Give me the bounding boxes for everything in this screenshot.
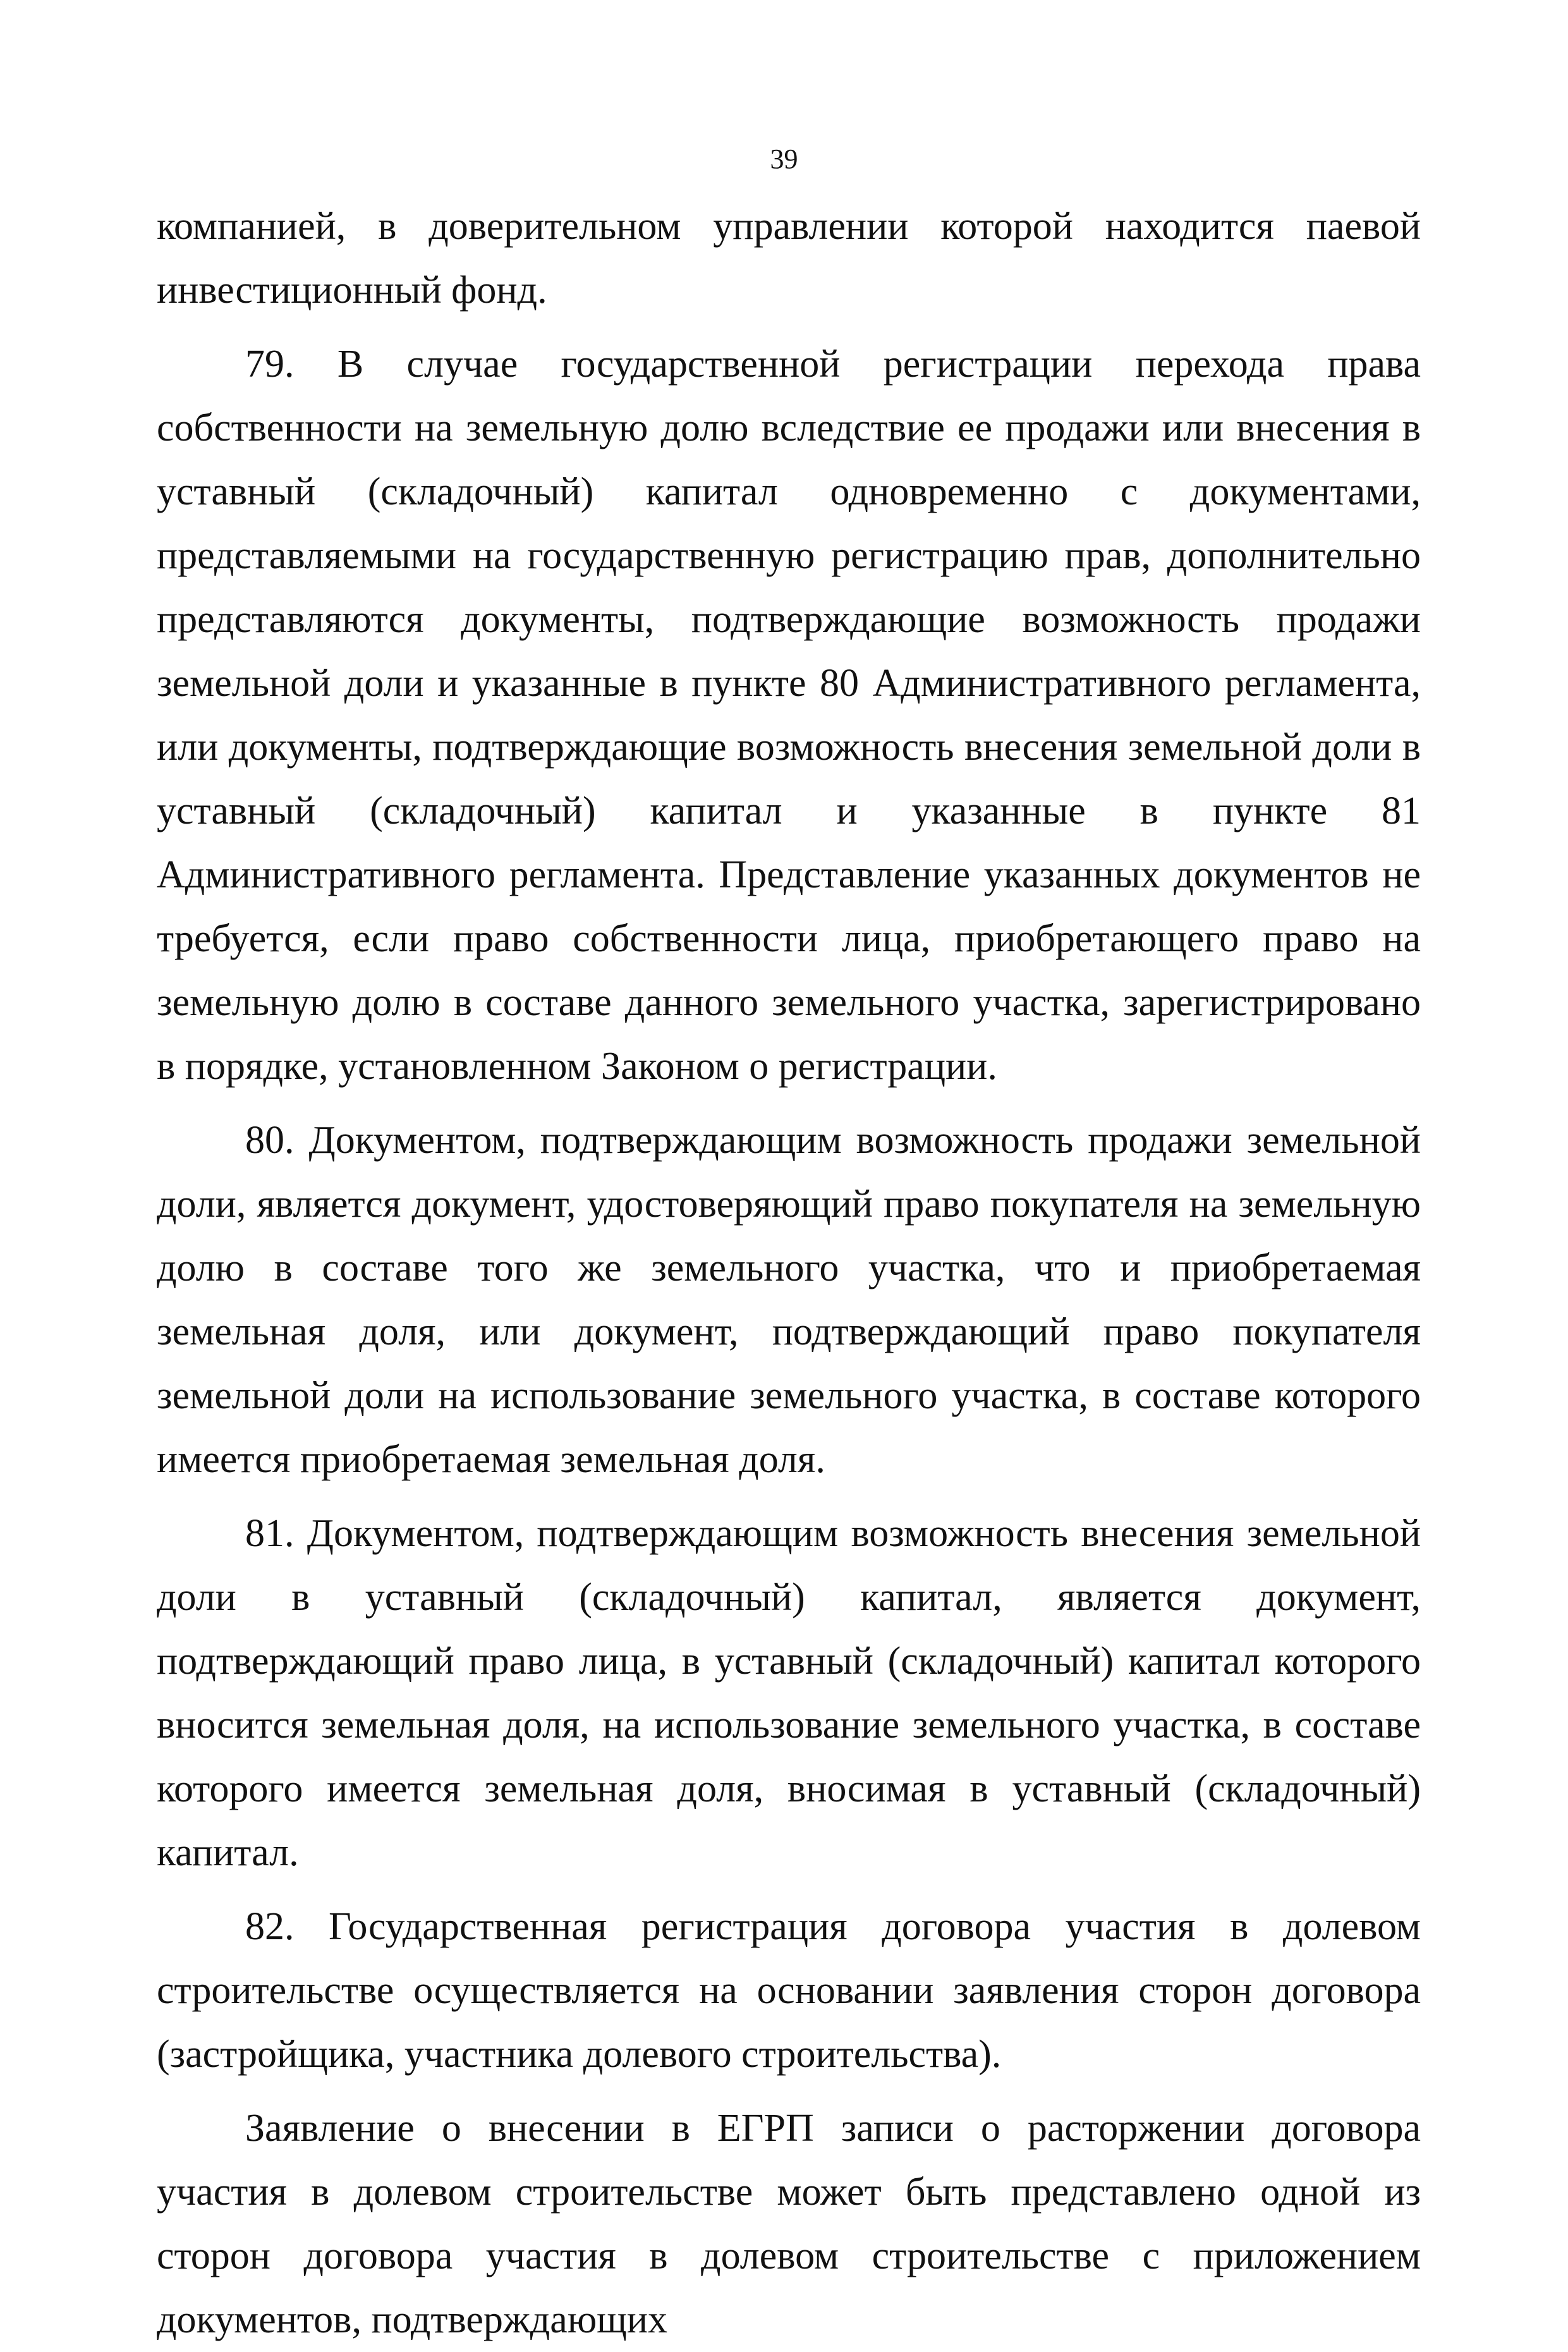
paragraph-80: 80. Документом, подтверждающим возможность продажи земельной доли, является документ, удостоверяющий право покупателя на земельную долю в составе того же земельного участка, что и приобретаемая земельная доля, или документ, подтверждающий право покупателя земельной доли на использование земельного участка, в составе которого имеется приобретаемая земельная доля. <box>157 1119 1421 1481</box>
paragraph-79: 79. В случае государственной регистрации перехода права собственности на земельную долю вследствие ее продажи или внесения в уставный (складочный) капитал одновременно с документами, представляемыми на государственную регистрацию прав, дополнительно представляются документы, подтверждающие возможность продажи земельной доли и указанные в пункте 80 Административного регламента, или документы, подтверждающие возможность внесения земельной доли в уставный (складочный) капитал и указанные в пункте 81 Административного регламента. Представление указанных документов не требуется, если право собственности лица, приобретающего право на земельную долю в составе данного земельного участка, зарегистрировано в порядке, установленном Законом о регистрации. <box>157 343 1421 1088</box>
paragraph-81: 81. Документом, подтверждающим возможность внесения земельной доли в уставный (складочный) капитал, является документ, подтверждающий право лица, в уставный (складочный) капитал которого вносится земельная доля, на использование земельного участка, в составе которого имеется земельная доля, вносимая в уставный (складочный) капитал. <box>157 1512 1421 1874</box>
paragraph-statement: Заявление о внесении в ЕГРП записи о расторжении договора участия в долевом строительстве может быть представлено одной из сторон договора участия в долевом строительстве с приложением документов, подтверждающих <box>157 2107 1421 2341</box>
page-number: 39 <box>770 143 798 174</box>
document-body <box>157 195 1421 2352</box>
paragraph-continuation: компанией, в доверительном управлении которой находится паевой инвестиционный фонд. <box>157 205 1421 312</box>
paragraph-82: 82. Государственная регистрация договора участия в долевом строительстве осуществляется на основании заявления сторон договора (застройщика, участника долевого строительства). <box>157 1905 1421 2076</box>
